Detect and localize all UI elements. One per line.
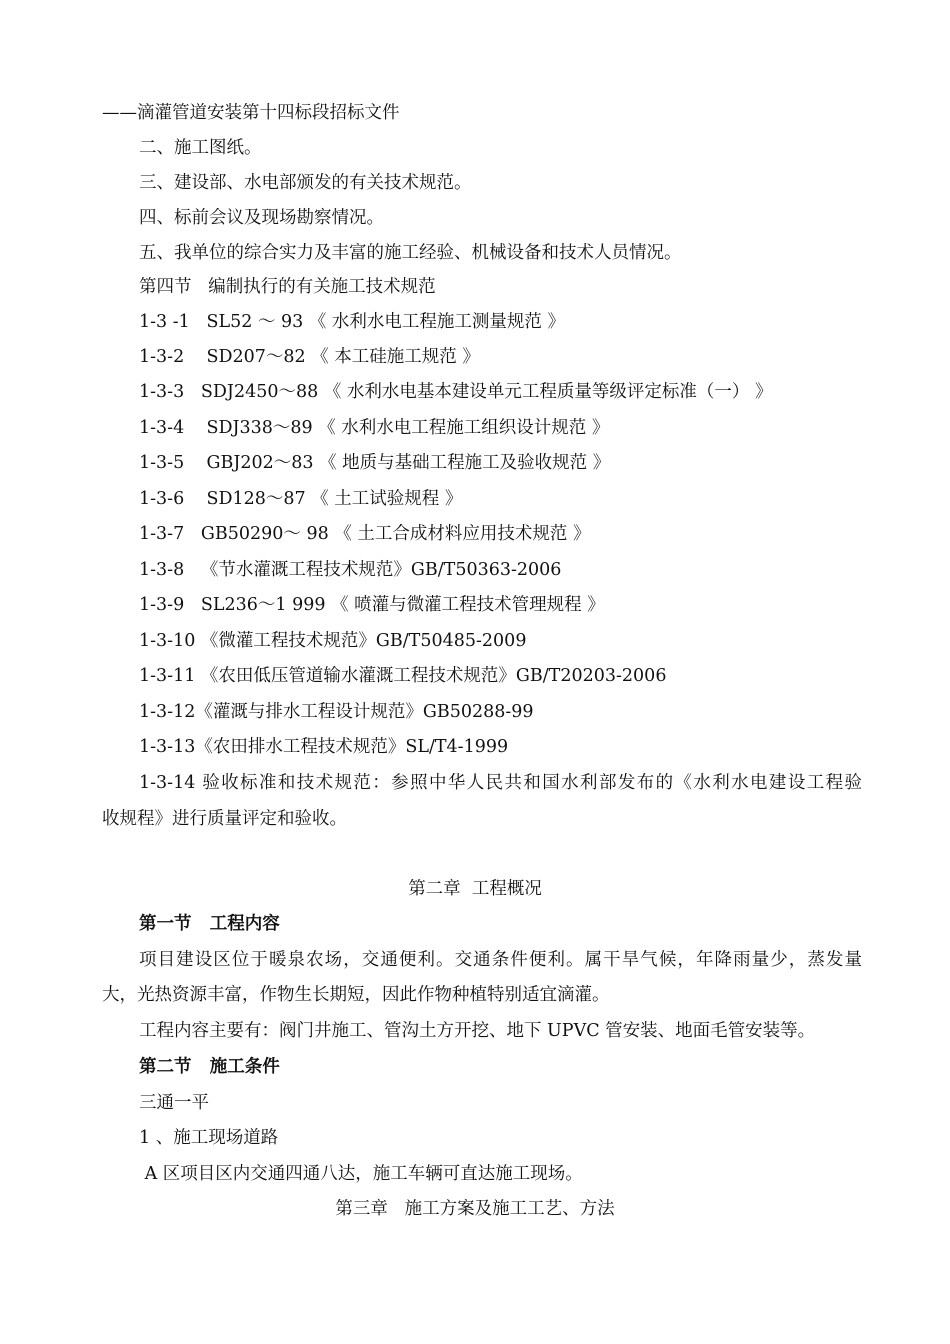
standard-item: 1-3-11 《农田低压管道输水灌溉工程技术规范》GB/T20203-2006 [139, 666, 667, 686]
paragraph-project-location: 项目建设区位于暖泉农场，交通便利。交通条件便利。属干旱气候，年降雨量少，蒸发量 [139, 950, 862, 970]
paragraph-text: 三通一平 [139, 1093, 209, 1113]
standard-item: 1-3-2 SD207～82 《 本工硅施工规范 》 [139, 347, 480, 367]
paragraph-text: A 区项目区内交通四通八达，施工车辆可直达施工现场。 [139, 1164, 583, 1184]
section-heading-conditions: 第二节 施工条件 [139, 1057, 280, 1077]
chapter-title-overview: 第二章 工程概况 [408, 879, 542, 899]
standard-item: 1-3-9 SL236～1 999 《 喷灌与微灌工程技术管理规程 》 [139, 595, 605, 615]
standard-item: 1-3-7 GB50290～ 98 《 土工合成材料应用技术规范 》 [139, 524, 591, 544]
list-item-road: 1 、施工现场道路 [139, 1128, 279, 1148]
list-item-specs: 三、建设部、水电部颁发的有关技术规范。 [139, 173, 472, 193]
list-item-meeting: 四、标前会议及现场勘察情况。 [139, 208, 384, 228]
standard-item: 1-3-10 《微灌工程技术规范》GB/T50485-2009 [139, 631, 527, 651]
standard-item: 1-3-6 SD128～87 《 土工试验规程 》 [139, 489, 463, 509]
paragraph-continuation: 大，光热资源丰富，作物生长期短，因此作物种植特别适宜滴灌。 [102, 985, 610, 1005]
paragraph-work-content: 工程内容主要有：阀门井施工、管沟土方开挖、地下 UPVC 管安装、地面毛管安装等。 [139, 1021, 816, 1041]
standard-item: 1-3-4 SDJ338～89 《 水利水电工程施工组织设计规范 》 [139, 418, 610, 438]
standard-item: 1-3-8 《节水灌溉工程技术规范》GB/T50363-2006 [139, 560, 562, 580]
standard-item: 1-3-5 GBJ202～83 《 地质与基础工程施工及验收规范 》 [139, 453, 611, 473]
bidding-document-line: ——滴灌管道安装第十四标段招标文件 [102, 103, 400, 123]
paragraph-continuation: 收规程》进行质量评定和验收。 [102, 809, 347, 829]
chapter-title-construction: 第三章 施工方案及施工工艺、方法 [335, 1199, 615, 1219]
standard-item: 1-3-3 SDJ2450～88 《 水利水电基本建设单元工程质量等级评定标准（一） 》 [139, 382, 773, 402]
standard-item-acceptance: 1-3-14 验收标准和技术规范：参照中华人民共和国水利部发布的《水利水电建设工程验 [139, 773, 862, 793]
section-heading-content: 第一节 工程内容 [139, 914, 280, 934]
standard-item: 1-3-12《灌溉与排水工程设计规范》GB50288-99 [139, 702, 534, 722]
standard-item: 1-3-13《农田排水工程技术规范》SL/T4-1999 [139, 737, 509, 757]
list-item-drawings: 二、施工图纸。 [139, 138, 262, 158]
list-item-capability: 五、我单位的综合实力及丰富的施工经验、机械设备和技术人员情况。 [139, 243, 682, 263]
standard-item: 1-3 -1 SL52 ～ 93 《 水利水电工程施工测量规范 》 [139, 312, 565, 332]
section-heading-standards: 第四节 编制执行的有关施工技术规范 [139, 277, 436, 297]
